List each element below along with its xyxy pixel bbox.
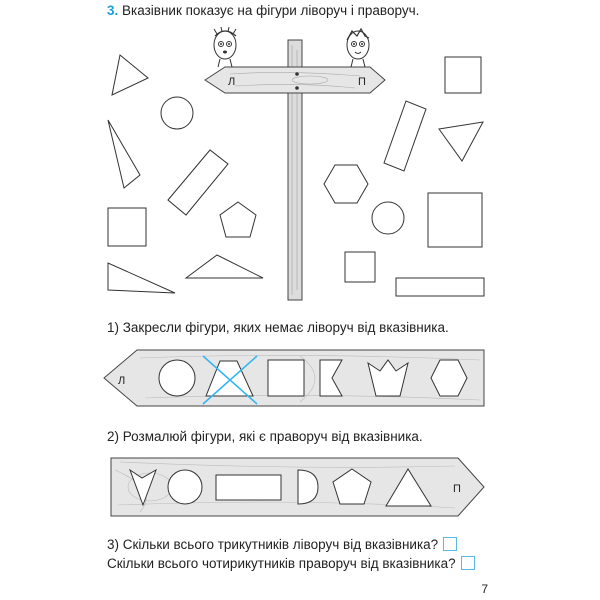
question-4-text: Скільки всього чотирикутників праворуч від вказівника?	[107, 556, 456, 571]
arrow-left-board	[104, 350, 484, 406]
question-1: 1) Закресли фігури, яких немає ліворуч від вказівника.	[107, 320, 449, 335]
task-number: 3.	[107, 3, 119, 18]
left-circle	[161, 97, 193, 129]
arrow-right-board	[111, 458, 484, 516]
right-circle	[372, 202, 404, 234]
arrow1-circle[interactable]	[159, 360, 195, 396]
left-triangle-1	[112, 55, 148, 95]
signpost-right-label: П	[358, 76, 366, 88]
answer-box-2[interactable]	[461, 556, 475, 570]
arrow-left-label: Л	[118, 375, 126, 387]
answer-box-1[interactable]	[443, 537, 457, 551]
task-heading	[107, 3, 419, 19]
egg-character-right	[347, 29, 369, 67]
left-triangle-3	[108, 263, 175, 293]
right-square-2	[428, 193, 482, 247]
left-triangle-2	[108, 120, 140, 188]
arrow2-rectangle[interactable]	[216, 475, 281, 500]
arrow2-circle[interactable]	[168, 470, 202, 504]
question-3	[107, 537, 457, 553]
signpost-left-label: Л	[228, 76, 236, 88]
left-triangle-4	[186, 255, 263, 278]
task-title: Вказівник показує на фігури ліворуч і праворуч.	[122, 3, 420, 18]
right-triangle	[439, 122, 483, 161]
right-long-rectangle	[396, 278, 484, 296]
left-pentagon	[220, 202, 256, 237]
left-square	[108, 208, 146, 246]
right-hexagon	[324, 165, 368, 203]
question-4	[107, 556, 475, 572]
right-rectangle-tilted	[384, 101, 426, 171]
egg-character-left	[214, 27, 236, 67]
left-rectangle-tilted	[168, 150, 228, 215]
page-number: 7	[481, 582, 488, 596]
right-square-3	[345, 252, 375, 282]
arrow-right-label: П	[453, 483, 461, 495]
question-2: 2) Розмалюй фігури, які є праворуч від вказівника.	[107, 429, 423, 444]
right-square-1	[445, 57, 481, 93]
question-3-text: 3) Скільки всього трикутників ліворуч від вказівника?	[107, 537, 439, 552]
arrow1-square[interactable]	[268, 360, 304, 396]
